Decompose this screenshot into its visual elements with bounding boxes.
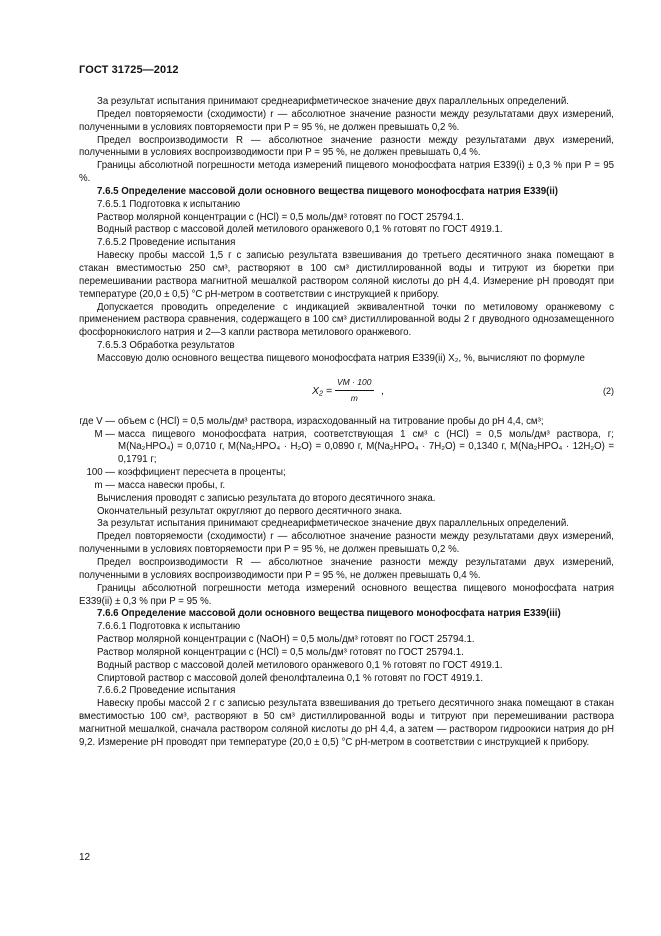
paragraph: Спиртовой раствор с массовой долей фенолфталеина 0,1 % готовят по ГОСТ 4919.1. <box>97 672 484 684</box>
paragraph: Массовую долю основного вещества пищевого монофосфата натрия Е339(ii) X₂, %, вычисляют по формуле <box>97 352 585 364</box>
section-heading: 7.6.6 Определение массовой доли основного вещества пищевого монофосфата натрия Е339(iii) <box>97 608 561 620</box>
formula-comma: , <box>381 384 384 397</box>
definition-row <box>79 416 614 429</box>
section-heading: 7.6.5 Определение массовой доли основного вещества пищевого монофосфата натрия Е339(ii) <box>97 185 559 197</box>
subsection-title: 7.6.6.1 Подготовка к испытанию <box>97 621 241 633</box>
subsection-title: 7.6.5.3 Обработка результатов <box>97 340 235 352</box>
definition-term: 100 — <box>86 467 115 479</box>
paragraph: Границы абсолютной погрешности метода измерений пищевого монофосфата натрия Е339(i) ± 0,3 % при P = 95 %. <box>79 160 614 185</box>
paragraph: Раствор молярной концентрации с (HCl) = 0,5 моль/дм³ готовят по ГОСТ 25794.1. <box>97 646 464 658</box>
paragraph: За результат испытания принимают среднеарифметическое значение двух параллельных определений. <box>97 96 569 107</box>
formula-definitions <box>79 416 614 493</box>
paragraph: Окончательный результат округляют до первого десятичного знака. <box>97 505 403 517</box>
paragraph: За результат испытания принимают среднеарифметическое значение двух параллельных определений. <box>97 518 569 530</box>
paragraph: Предел повторяемости (сходимости) r — абсолютное значение разности между результатами двух измерений, полученными в условиях повторяемости при P = 95 %, не должен превышать 0,2 %. <box>79 531 614 556</box>
definition-text: объем с (HCl) = 0,5 моль/дм³ раствора, израсходованный на титрование пробы до pH 4,4, см³; <box>118 415 544 427</box>
paragraph: Вычисления проводят с записью результата до второго десятичного знака. <box>97 492 436 504</box>
paragraph: Навеску пробы массой 1,5 г с записью результата взвешивания до третьего десятичного знака помещают в стакан вместимостью 250 см³, растворяют в 100 см³ дистиллированной воды и титруют из бюретки при перемешивании раствора магнитной мешалкой раствором соляной кислоты до pH 4,4. Измерение pH проводят при температуре (20,0 ± 0,5) °С pH-метром в соответствии с инструкцией к прибору. <box>79 250 614 300</box>
definition-text: масса навески пробы, г. <box>118 479 226 491</box>
formula-number: (2) <box>603 385 614 396</box>
paragraph: Предел воспроизводимости R — абсолютное значение разности между результатами двух измерений, полученными в условиях воспроизводимости при P = 95 %, не должен превышать 0,4 %. <box>79 557 614 581</box>
definition-term: m — <box>94 479 115 491</box>
paragraph: Навеску пробы массой 2 г с записью результата взвешивания до третьего десятичного знака помещают в стакан вместимостью 100 см³, растворяют в 50 см³ дистиллированной воды и титруют при перемешивании раствора магнитной мешалкой, сначала раствором соляной кислоты до pH 4,4, а затем — раствором гидроокиси натрия до pH 9,2. Измерение pH проводят при температуре (20,0 ± 0,5) °С pH-метром в соответствии с инструкцией к прибору. <box>79 698 614 748</box>
subsection-title: 7.6.5.1 Подготовка к испытанию <box>97 198 241 210</box>
paragraph: Границы абсолютной погрешности метода измерений основного вещества пищевого монофосфата натрия Е339(ii) ± 0,3 % при P = 95 %. <box>79 582 614 607</box>
subsection-title: 7.6.6.2 Проведение испытания <box>97 685 236 697</box>
definition-term: где V — <box>79 415 115 427</box>
paragraph: Допускается проводить определение с индикацией эквивалентной точки по метиловому оранжевому с применением раствора сравнения, содержащего в 100 см³ дистиллированной воды 2 г двуводного однозамещенного фосфорнокислого натрия и 2—3 капли раствора метилового оранжевого. <box>79 301 614 339</box>
paragraph: Водный раствор с массовой долей метилового оранжевого 0,1 % готовят по ГОСТ 4919.1. <box>97 659 503 671</box>
definition-row <box>79 467 614 480</box>
definition-text: масса пищевого монофосфата натрия, соответствующая 1 см³ с (HCl) = 0,5 моль/дм³ раствора, г; M(Na₂HPO₄) = 0,0710 г, M(Na₂HPO₄ · H₂O) = 0,0890 г, M(Na₂HPO₄ · 7H₂O) = 0,1340 г, M(Na₂HPO₄ · 12H₂O) = 0,1791 г; <box>118 428 614 466</box>
definition-text: коэффициент пересчета в проценты; <box>118 467 286 479</box>
paragraph: Предел повторяемости (сходимости) r — абсолютное значение разности между результатами двух измерений, полученными в условиях повторяемости при P = 95 %, не должен превышать 0,2 %. <box>79 108 614 133</box>
formula-fraction <box>335 376 374 405</box>
definition-row <box>79 429 614 468</box>
paragraph: Раствор молярной концентрации с (NaOH) = 0,5 моль/дм³ готовят по ГОСТ 25794.1. <box>97 634 475 646</box>
page-number: 12 <box>79 852 91 863</box>
definition-term: M — <box>94 428 115 440</box>
standard-header: ГОСТ 31725—2012 <box>79 64 179 76</box>
document-body <box>79 96 614 750</box>
paragraph: Водный раствор с массовой долей метилового оранжевого 0,1 % готовят по ГОСТ 4919.1. <box>97 224 503 236</box>
formula-numerator: VM · 100 <box>335 376 374 391</box>
formula-denominator: m <box>350 392 358 403</box>
definition-row <box>79 480 614 493</box>
paragraph: Предел воспроизводимости R — абсолютное значение разности между результатами двух измерений, полученными в условиях воспроизводимости при P = 95 %, не должен превышать 0,4 %. <box>79 134 614 159</box>
paragraph: Раствор молярной концентрации с (HCl) = 0,5 моль/дм³ готовят по ГОСТ 25794.1. <box>97 211 464 223</box>
formula-lhs: X₂ = <box>312 384 333 397</box>
formula-2 <box>79 372 614 412</box>
subsection-title: 7.6.5.2 Проведение испытания <box>97 237 236 249</box>
